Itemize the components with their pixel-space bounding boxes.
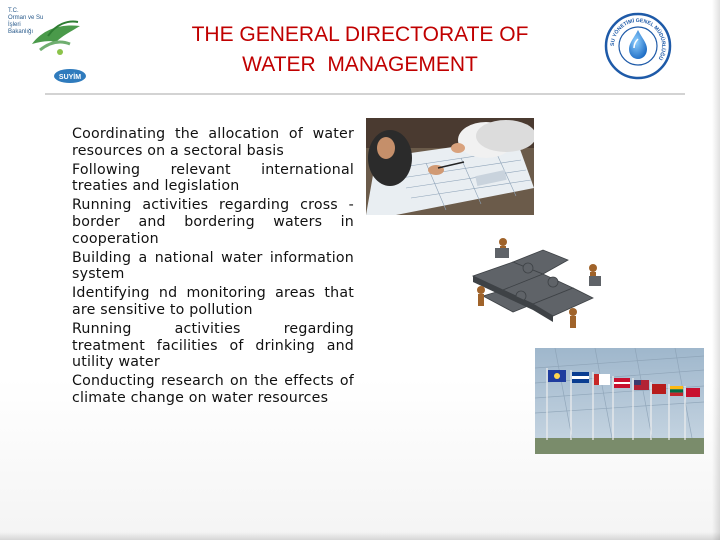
bullet-item	[52, 126, 354, 160]
bullet-list	[52, 126, 354, 409]
bullet-text: Running activities regarding cross -border and bordering waters in cooperation	[72, 197, 354, 247]
ministry-name-line1: T.C.	[8, 8, 19, 14]
title-line2: WATER MANAGEMENT	[242, 53, 478, 76]
ministry-logo	[4, 6, 104, 86]
water-drop-emblem-icon	[604, 12, 672, 80]
bullet-text: Following relevant international treaties and legislation	[72, 161, 354, 195]
bullet-item	[52, 250, 354, 284]
bullet-item	[52, 197, 354, 247]
ministry-name-line2: Orman ve Su İşleri	[8, 15, 44, 28]
bullet-text: Identifying nd monitoring areas that are sensitive to pollution	[72, 285, 354, 318]
bullet-item	[52, 285, 354, 319]
ministry-name-line3: Bakanlığı	[8, 29, 34, 35]
puzzle-figures-photo	[443, 226, 615, 335]
bullet-text: Conducting research on the effects of climate change on water resources	[72, 373, 354, 406]
bullet-item	[52, 162, 354, 196]
national-flags-photo	[535, 348, 704, 454]
slide-shadow-bottom	[0, 532, 720, 540]
title-line1: THE GENERAL DIRECTORATE OF	[191, 23, 529, 46]
ministry-badge-text: SUYİM	[58, 74, 82, 81]
ring-text: SU YÖNETİMİ GENEL MÜDÜRLÜĞÜ	[609, 17, 667, 61]
page-title	[130, 20, 590, 80]
directorate-logo	[604, 12, 672, 80]
bullet-item	[52, 321, 354, 371]
bullet-text: Running activities regarding treatment facilities of drinking and utility water	[72, 320, 354, 371]
blueprint-meeting-photo	[366, 118, 534, 215]
title-divider	[45, 93, 685, 95]
bullet-text: Building a national water information system	[72, 249, 354, 283]
bullet-item	[52, 373, 354, 407]
slide-shadow-right	[712, 0, 720, 540]
ministry-emblem-icon	[4, 6, 104, 86]
bullet-text: Coordinating the allocation of water resources on a sectoral basis	[72, 126, 354, 159]
